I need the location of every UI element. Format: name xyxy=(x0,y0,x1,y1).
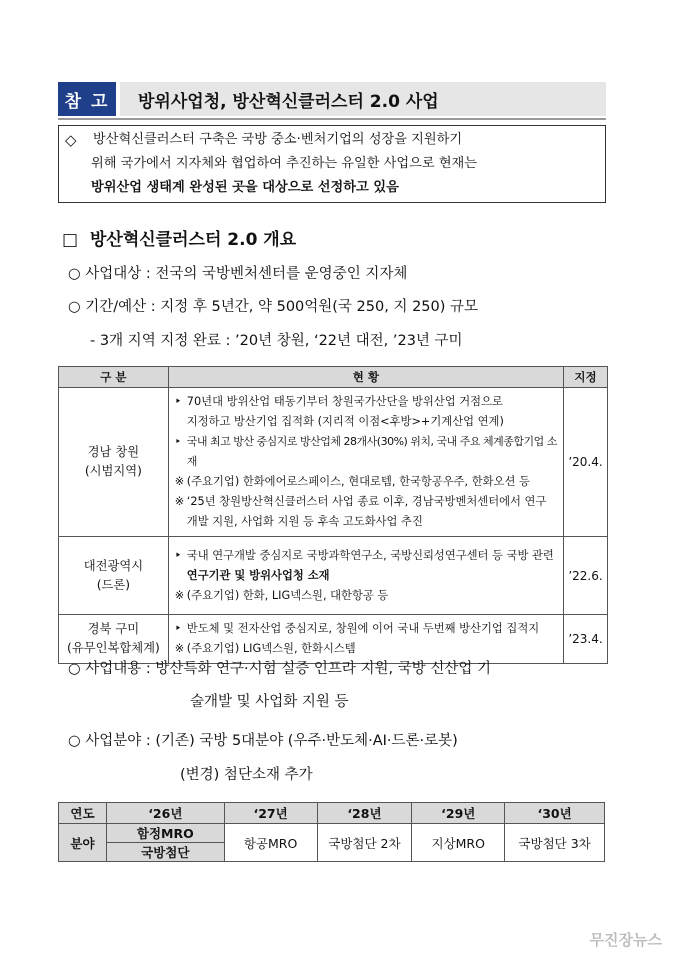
note-icon: ※ xyxy=(174,588,185,602)
region-name: 대전광역시 xyxy=(83,558,144,573)
summary-line-1: 방산혁신클러스터 구축은 국방 중소·벤처기업의 성장을 지원하기 xyxy=(93,132,463,147)
field-cell: 국방첨단 2차 xyxy=(317,824,412,862)
field-cell: 국방첨단 xyxy=(106,843,224,862)
region-sub: (시범지역) xyxy=(84,464,142,478)
note-icon: ※ xyxy=(174,495,185,508)
date-cell: ’22.6. xyxy=(564,537,608,615)
field-cell: 지상MRO xyxy=(412,824,505,862)
item-field-2: (변경) 첨단소재 추가 xyxy=(180,767,313,783)
summary-line-3: 방위산업 생태계 완성된 곳을 대상으로 선정하고 있음 xyxy=(91,180,399,195)
year-header: ‘29년 xyxy=(412,803,505,824)
field-row-label: 분야 xyxy=(59,824,107,862)
note-icon: ※ xyxy=(174,642,185,655)
year-header: ‘30년 xyxy=(505,803,605,824)
status-line: 지정하고 방산기업 집적화 (지리적 이점<후방>+기계산업 연계) xyxy=(186,415,504,428)
schedule-table xyxy=(58,802,605,862)
region-cell xyxy=(59,537,169,615)
table-header-status: 현 황 xyxy=(168,367,563,388)
summary-box xyxy=(58,125,606,203)
status-line: 국내 최고 방산 중심지로 방산업체 28개사(30%) 위치, 국내 주요 체계종합기업 소재 xyxy=(186,435,557,468)
item-field-1: ○ 사업분야 : (기존) 국방 5대분야 (우주·반도체·AI·드론·로봇) xyxy=(68,733,458,749)
summary-line-2: 위해 국가에서 지자체와 협업하여 추진하는 유일한 사업으로 현재는 xyxy=(91,156,478,171)
section-title: 방산혁신클러스터 2.0 개요 xyxy=(89,230,297,250)
status-line: 연구기관 및 방위사업청 소재 xyxy=(186,568,330,582)
item-target: ○ 사업대상 : 전국의 국방벤처센터를 운영중인 지자체 xyxy=(68,266,408,282)
table-row xyxy=(59,537,608,615)
status-cell xyxy=(168,537,563,615)
table-header-category: 구 분 xyxy=(59,367,169,388)
square-icon: □ xyxy=(62,230,79,250)
item-regions: - 3개 지역 지정 완료 : ’20년 창원, ‘22년 대전, ’23년 구미 xyxy=(90,333,463,349)
status-line: (주요기업) 한화에어로스페이스, 현대로템, 한국항공우주, 한화오션 등 xyxy=(186,475,530,488)
status-line: (주요기업) 한화, LIG넥스원, 대한항공 등 xyxy=(186,588,389,602)
status-line: 반도체 및 전자산업 중심지로, 창원에 이어 국내 두번째 방산기업 집적지 xyxy=(186,622,540,635)
item-period: ○ 기간/예산 : 지정 후 5년간, 약 500억원(국 250, 지 250) 규모 xyxy=(68,299,479,315)
note-icon: ※ xyxy=(174,475,185,488)
region-sub: (유무인복합체계) xyxy=(67,641,160,655)
date-cell: ’23.4. xyxy=(564,615,608,664)
item-content-1: ○ 사업내용 : 방산특화 연구·시험 실증 인프라 지원, 국방 신산업 기 xyxy=(68,661,492,677)
status-cell xyxy=(168,388,563,537)
status-line: ‘25년 창원방산혁신클러스터 사업 종료 이후, 경남국방벤처센터에서 연구 xyxy=(186,495,547,508)
date-cell: ’20.4. xyxy=(564,388,608,537)
year-header-label: 연도 xyxy=(59,803,107,824)
status-line: 70년대 방위산업 태동기부터 창원국가산단을 방위산업 거점으로 xyxy=(186,395,503,408)
region-sub: (드론) xyxy=(96,577,131,592)
region-name: 경북 구미 xyxy=(87,622,140,636)
header-divider xyxy=(58,118,606,120)
status-line: 개발 지원, 사업화 지원 등 후속 고도화사업 추진 xyxy=(186,515,423,528)
region-table xyxy=(58,366,608,664)
year-header: ‘27년 xyxy=(224,803,317,824)
year-header: ‘28년 xyxy=(317,803,412,824)
status-line: (주요기업) LIG넥스원, 한화시스템 xyxy=(186,642,356,655)
bullet-icon: ‣ xyxy=(174,548,182,562)
item-content-2: 술개발 및 사업화 지원 등 xyxy=(190,694,349,710)
year-header: ‘26년 xyxy=(106,803,224,824)
region-name: 경남 창원 xyxy=(87,445,140,459)
table-row xyxy=(59,388,608,537)
field-cell: 함정MRO xyxy=(106,824,224,843)
bullet-icon: ‣ xyxy=(174,435,181,448)
section-heading xyxy=(62,225,296,250)
diamond-icon: ◇ xyxy=(65,131,77,149)
bullet-icon: ‣ xyxy=(174,395,182,408)
watermark: 무진장뉴스 xyxy=(589,931,662,949)
field-cell: 국방첨단 3차 xyxy=(505,824,605,862)
page-title: 방위사업청, 방산혁신클러스터 2.0 사업 xyxy=(120,82,606,116)
region-cell xyxy=(59,388,169,537)
status-line: 국내 연구개발 중심지로 국방과학연구소, 국방신뢰성연구센터 등 국방 관련 xyxy=(186,548,554,562)
bullet-icon: ‣ xyxy=(174,622,182,635)
table-header-date: 지정 xyxy=(564,367,608,388)
header-label: 참 고 xyxy=(58,82,116,116)
field-cell: 항공MRO xyxy=(224,824,317,862)
